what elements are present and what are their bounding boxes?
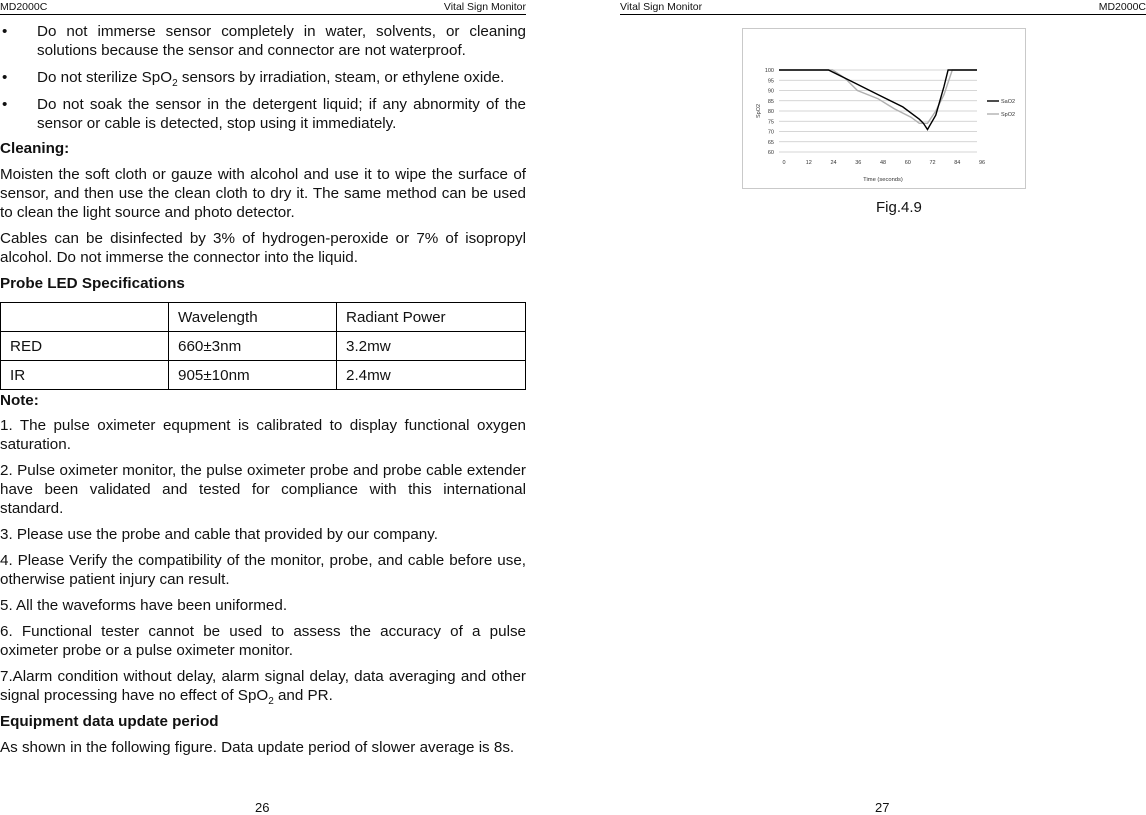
bullet-symbol: • <box>2 23 8 40</box>
legend-label: SaO2 <box>1001 99 1016 105</box>
y-tick-label: 90 <box>767 88 774 95</box>
table-header-cell: Radiant Power <box>337 303 526 332</box>
cleaning-paragraph: Cables can be disinfected by 3% of hydrogen-peroxide or 7% of isopropyl alcohol. Do not immerse the connector into the liquid. <box>0 230 526 266</box>
bullet-text-rest: sensors by irradiation, steam, or ethylene oxide. <box>177 69 505 86</box>
header-title: Vital Sign Monitor <box>443 1 526 13</box>
legend-label: SpO2 <box>1001 112 1016 118</box>
figure-chart <box>742 28 1026 189</box>
led-spec-heading: Probe LED Specifications <box>0 275 185 292</box>
table-header-cell: Wavelength <box>169 303 337 332</box>
x-tick-label: 36 <box>855 160 862 166</box>
figure-caption: Fig.4.9 <box>876 199 922 216</box>
table-cell: 660±3nm <box>169 332 337 361</box>
table-header-cell <box>1 303 169 332</box>
note-item: 1. The pulse oximeter equpment is calibrated to display functional oxygen saturation. <box>0 417 526 453</box>
note-item: 6. Functional tester cannot be used to assess the accuracy of a pulse oximeter probe or a pulse oximeter monitor. <box>0 623 526 659</box>
bullet-item <box>0 68 526 87</box>
page-number: 27 <box>875 800 890 815</box>
subscript: 2 <box>172 78 178 89</box>
y-tick-label: 85 <box>767 98 774 105</box>
y-tick-label: 70 <box>767 129 774 136</box>
x-tick-label: 24 <box>830 160 837 166</box>
led-spec-table <box>0 302 526 390</box>
note-text: 7.Alarm condition without delay, alarm signal delay, data averaging and other signal processing have no effect of SpO <box>0 668 526 704</box>
y-tick-label: 100 <box>764 68 774 74</box>
right-page <box>620 0 1146 813</box>
bullet-symbol: • <box>2 69 8 86</box>
table-cell: RED <box>1 332 169 361</box>
table-row <box>1 361 526 390</box>
x-tick-label: 60 <box>904 160 911 166</box>
note-item: 3. Please use the probe and cable that provided by our company. <box>0 526 438 543</box>
note-item: 5. All the waveforms have been uniformed. <box>0 597 288 614</box>
header-model: MD2000C <box>1098 1 1146 13</box>
header-title: Vital Sign Monitor <box>620 1 703 13</box>
x-axis-label: Time (seconds) <box>863 177 903 183</box>
note-item: 2. Pulse oximeter monitor, the pulse oximeter probe and probe cable extender have been validated and tested for compliance with this international standard. <box>0 462 526 517</box>
series-line-sao2 <box>779 70 977 130</box>
cleaning-paragraph: Moisten the soft cloth or gauze with alcohol and use it to wipe the surface of sensor, and then use the clean cloth to dry it. The same method can be used to clean the light source and photo detector. <box>0 166 526 221</box>
x-tick-label: 84 <box>954 160 961 166</box>
series-line-spo2 <box>779 70 977 123</box>
table-row <box>1 332 526 361</box>
bullet-item <box>0 95 526 133</box>
note-item <box>0 667 526 705</box>
x-tick-label: 96 <box>978 160 986 166</box>
x-tick-label: 72 <box>929 160 936 166</box>
table-cell: 905±10nm <box>169 361 337 390</box>
page-header <box>620 0 1146 15</box>
y-tick-label: 75 <box>767 119 774 126</box>
x-tick-label: 0 <box>782 160 786 166</box>
y-tick-label: 80 <box>767 109 774 115</box>
x-tick-label: 48 <box>879 160 887 166</box>
subscript: 2 <box>268 696 274 707</box>
update-period-heading: Equipment data update period <box>0 713 219 730</box>
y-tick-label: 65 <box>767 139 774 146</box>
y-axis-label: SpO2 <box>756 103 762 119</box>
bullet-item <box>0 22 526 60</box>
page-content <box>0 22 526 764</box>
note-heading: Note: <box>0 392 39 409</box>
left-page <box>0 0 526 813</box>
header-model: MD2000C <box>0 1 48 13</box>
table-cell: IR <box>1 361 169 390</box>
chart-svg <box>743 29 1025 188</box>
table-header-row <box>1 303 526 332</box>
page-header <box>0 0 526 15</box>
bullet-text: Do not sterilize SpO <box>37 69 173 86</box>
cleaning-heading: Cleaning: <box>0 140 70 157</box>
note-item: 4. Please Verify the compatibility of the monitor, probe, and cable before use, otherwise patient injury can result. <box>0 552 526 588</box>
update-period-paragraph: As shown in the following figure. Data update period of slower average is 8s. <box>0 739 515 756</box>
table-cell: 2.4mw <box>337 361 526 390</box>
note-text-rest: and PR. <box>273 687 333 704</box>
y-tick-label: 95 <box>767 78 774 85</box>
bullet-symbol: • <box>2 96 8 113</box>
x-tick-label: 12 <box>805 160 812 166</box>
table-cell: 3.2mw <box>337 332 526 361</box>
y-tick-label: 60 <box>767 150 774 156</box>
page-number: 26 <box>255 800 270 815</box>
bullet-text: Do not immerse sensor completely in water, solvents, or cleaning solutions because the sensor and connector are not waterproof. <box>37 23 526 59</box>
bullet-text: Do not soak the sensor in the detergent liquid; if any abnormity of the sensor or cable is detected, stop using it immediately. <box>37 96 526 132</box>
